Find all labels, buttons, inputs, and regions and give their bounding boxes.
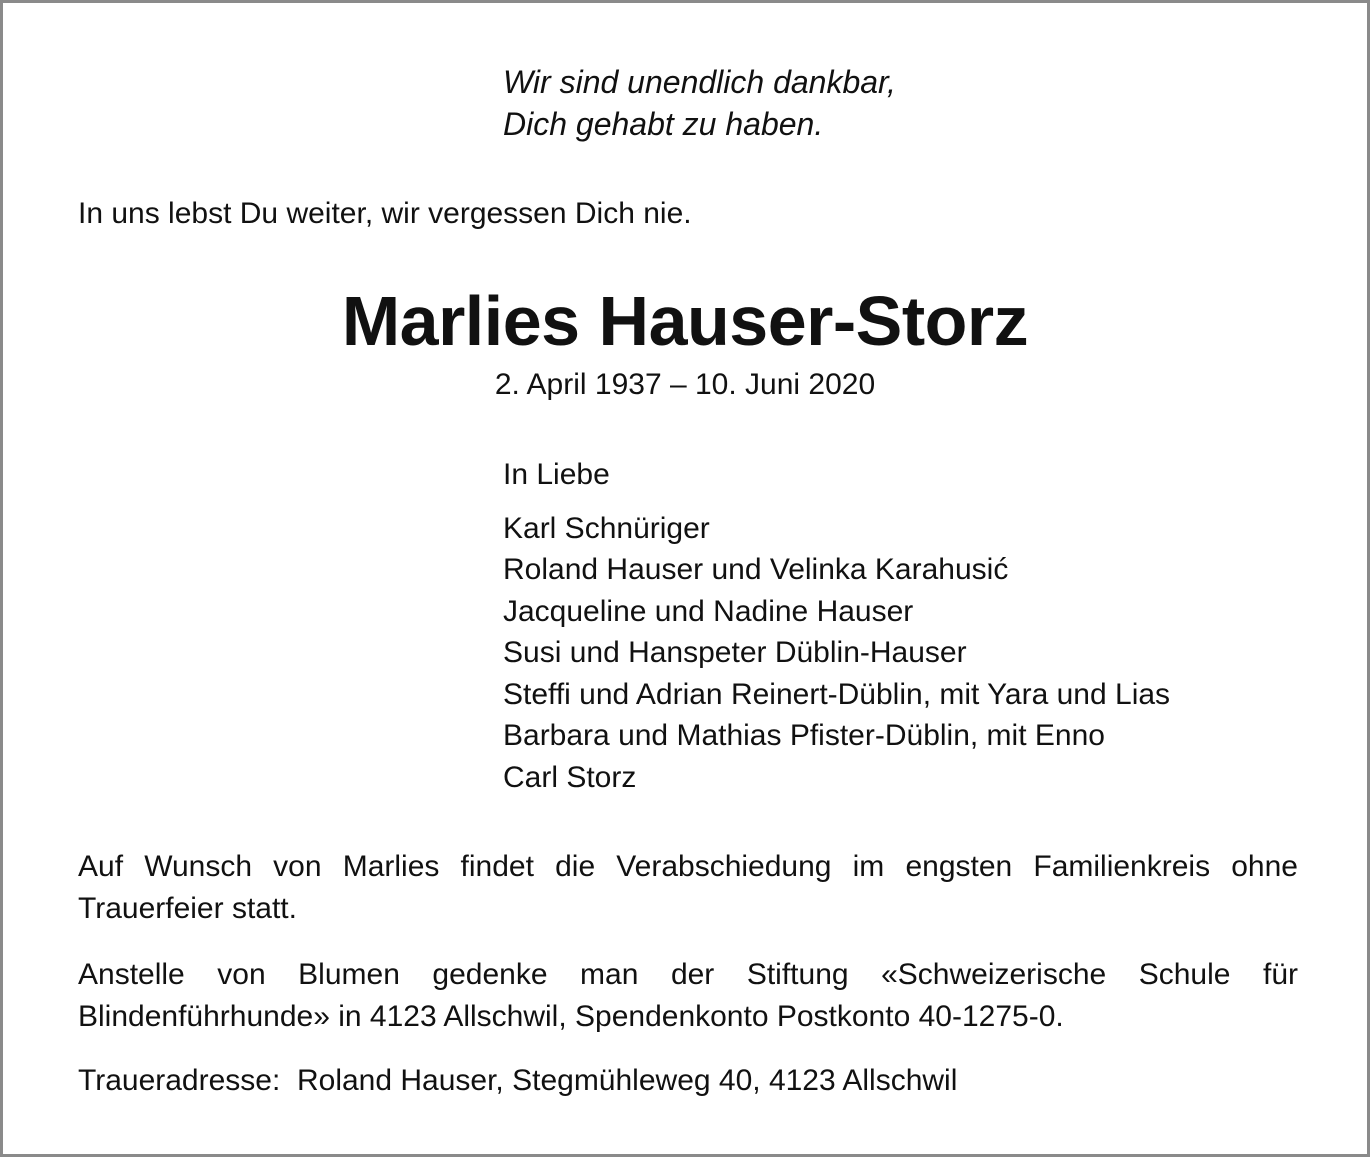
mourning-address: Traueradresse: Roland Hauser, Stegmühleweg 40, 4123 Allschwil bbox=[78, 1064, 958, 1097]
mourners-list bbox=[503, 454, 1170, 798]
donation-notice: Anstelle von Blumen gedenke man der Stiftung «Schweizerische Schule für Blindenführhunde» in 4123 Allschwil, Spendenkonto Postkonto 40-1275-0. bbox=[78, 958, 1298, 1033]
mourner-name: Susi und Hanspeter Düblin-Hauser bbox=[503, 636, 967, 669]
deceased-name: Marlies Hauser-Storz bbox=[341, 282, 1029, 360]
mourner-name: Roland Hauser und Velinka Karahusić bbox=[503, 553, 1009, 586]
motto-quote bbox=[503, 61, 896, 145]
mourner-name: Barbara und Mathias Pfister-Düblin, mit Enno bbox=[503, 719, 1105, 752]
epitaph: In uns lebst Du weiter, wir vergessen Dich nie. bbox=[78, 197, 692, 230]
motto-line: Dich gehabt zu haben. bbox=[503, 106, 824, 142]
farewell-notice: Auf Wunsch von Marlies findet die Verabschiedung im engsten Familienkreis ohne Trauerfeier statt. bbox=[78, 850, 1298, 925]
motto-line: Wir sind unendlich dankbar, bbox=[503, 64, 896, 100]
mourner-name: Carl Storz bbox=[503, 760, 637, 794]
life-dates: 2. April 1937 – 10. Juni 2020 bbox=[494, 368, 876, 401]
mourners-intro: In Liebe bbox=[503, 458, 610, 491]
mourner-name: Steffi und Adrian Reinert-Düblin, mit Yara und Lias bbox=[503, 677, 1171, 711]
mourner-name: Karl Schnüriger bbox=[503, 511, 710, 545]
mourner-name: Jacqueline und Nadine Hauser bbox=[503, 594, 914, 628]
